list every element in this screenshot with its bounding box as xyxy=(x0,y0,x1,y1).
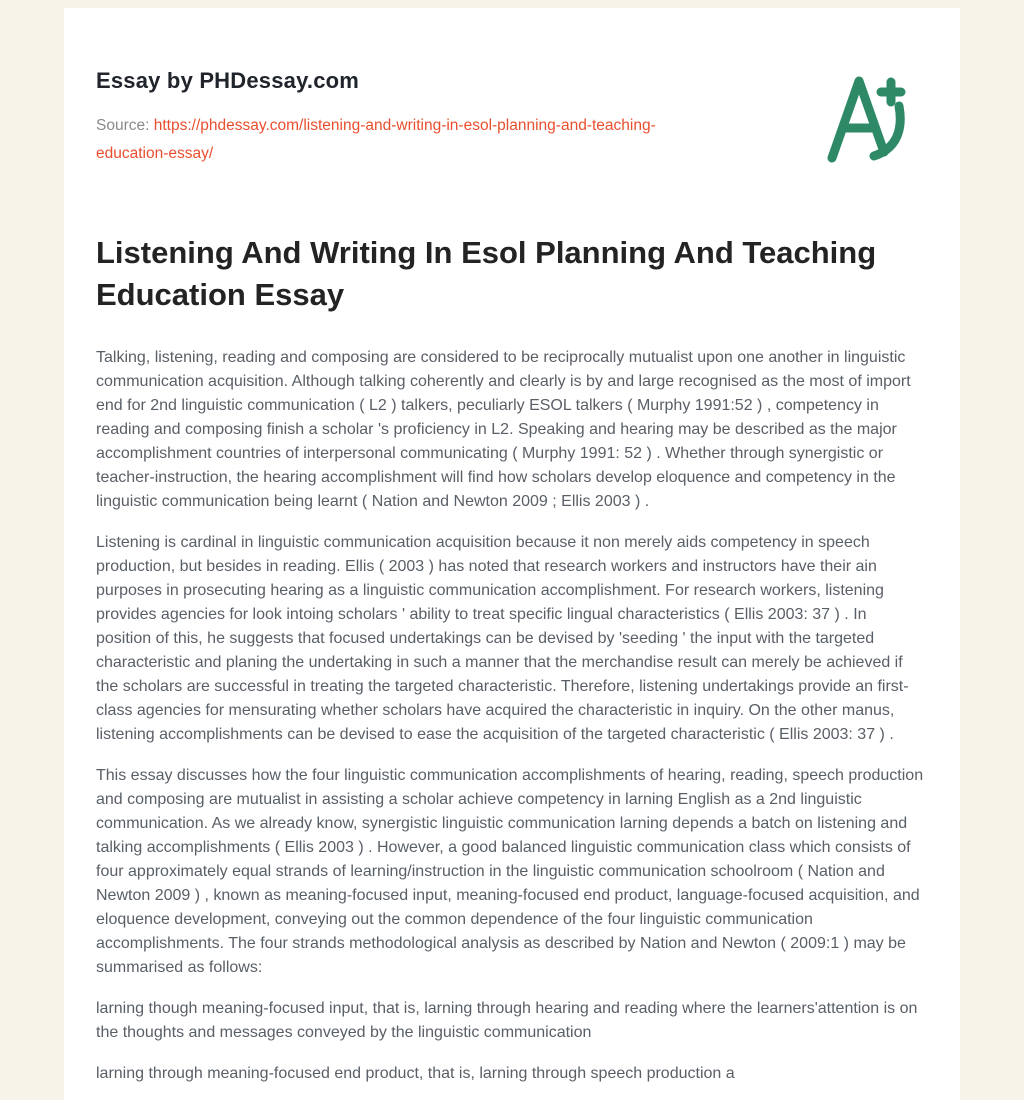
source-block xyxy=(96,112,721,168)
a-plus-logo-icon xyxy=(824,72,908,164)
essay-content xyxy=(64,8,960,1086)
essay-paragraph: larning through meaning-focused end product, that is, larning through speech production a xyxy=(96,1065,735,1082)
phdessay-logo xyxy=(824,72,908,164)
essay-title: Listening And Writing In Esol Planning And Teaching Education Essay xyxy=(96,235,877,312)
essay-paragraph: This essay discusses how the four linguistic communication accomplishments of hearing, reading, speech production and composing are mutualist in assisting a scholar achieve competency in larning English as a 2nd linguistic communication. As we already know, synergistic linguistic communication larning depends a batch on listening and talking accomplishments ( Ellis 2003 ) . However, a good balanced linguistic communication class which consists of four approximately equal strands of learning/instruction in the linguistic communication schoolroom ( Nation and Newton 2009 ) , known as meaning-focused input, meaning-focused end product, language-focused acquisition, and eloquence development, conveying out the common dependence of the four linguistic communication accomplishments. The four strands methodological analysis as described by Nation and Newton ( 2009:1 ) may be summarised as follows: xyxy=(96,767,924,976)
essay-body xyxy=(96,346,924,1086)
essay-card xyxy=(64,8,960,1100)
essay-paragraph: Talking, listening, reading and composing are considered to be reciprocally mutualist upon one another in linguistic communication acquisition. Although talking coherently and clearly is by and large recognised as the most of import end for 2nd linguistic communication ( L2 ) talkers, peculiarly ESOL talkers ( Murphy 1991:52 ) , competency in reading and composing finish a scholar 's proficiency in L2. Speaking and hearing may be described as the major accomplishment countries of interpersonal communicating ( Murphy 1991: 52 ) . Whether through synergistic or teacher-instruction, the hearing accomplishment will find how scholars develop eloquence and competency in the linguistic communication being learnt ( Nation and Newton 2009 ; Ellis 2003 ) . xyxy=(96,349,911,510)
essay-byline: Essay by PHDessay.com xyxy=(96,68,360,93)
essay-paragraph: larning though meaning-focused input, that is, larning through hearing and reading where the learners'attention is on the thoughts and messages conveyed by the linguistic communication xyxy=(96,1000,918,1041)
source-url-link[interactable]: https://phdessay.com/listening-and-writing-in-esol-planning-and-teaching-education-essay/ xyxy=(96,117,656,162)
source-label: Source: xyxy=(96,117,150,134)
essay-paragraph: Listening is cardinal in linguistic communication acquisition because it non merely aids competency in speech production, but besides in reading. Ellis ( 2003 ) has noted that research workers and instructors have their ain purposes in prosecuting hearing as a linguistic communication accomplishment. For research workers, listening provides agencies for look intoing scholars ' ability to treat specific lingual characteristics ( Ellis 2003: 37 ) . In position of this, he suggests that focused undertakings can be devised by 'seeding ' the input with the targeted characteristic and planing the undertaking in such a manner that the merchandise result can merely be achieved if the scholars are successful in treating the targeted characteristic. Therefore, listening undertakings provide an first-class agencies for mensurating whether scholars have acquired the characteristic in inquiry. On the other manus, listening accomplishments can be devised to ease the acquisition of the targeted characteristic ( Ellis 2003: 37 ) . xyxy=(96,534,909,743)
